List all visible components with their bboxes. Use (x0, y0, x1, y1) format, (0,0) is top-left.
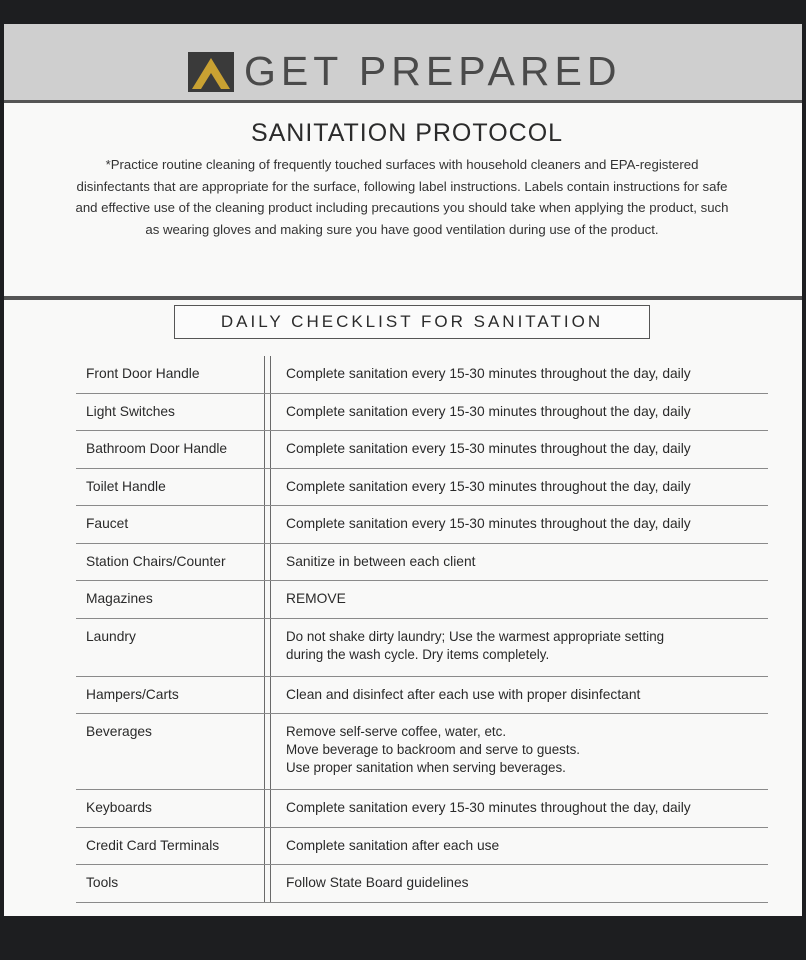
column-separator (264, 828, 271, 865)
instruction-line: Complete sanitation every 15-30 minutes throughout the day, daily (286, 366, 691, 381)
checklist-item-name: Hampers/Carts (86, 686, 179, 702)
table-row (76, 356, 768, 394)
instruction-line: Sanitize in between each client (286, 553, 476, 569)
instruction-line: Complete sanitation every 15-30 minutes throughout the day, daily (286, 800, 691, 815)
table-row (76, 431, 768, 469)
header-divider (4, 100, 802, 103)
checklist-item-instruction (286, 714, 766, 789)
column-separator (264, 356, 271, 393)
table-row (76, 469, 768, 507)
instruction-line: Complete sanitation every 15-30 minutes throughout the day, daily (286, 478, 691, 494)
table-row (76, 506, 768, 544)
checklist-item-name: Keyboards (86, 800, 152, 815)
column-separator (264, 619, 271, 676)
checklist-item-name: Bathroom Door Handle (86, 441, 228, 456)
instruction-line: Complete sanitation every 15-30 minutes throughout the day, daily (286, 516, 691, 531)
checklist-item-name: Beverages (86, 724, 152, 739)
column-separator (264, 581, 271, 618)
checklist-item-instruction (286, 828, 766, 865)
instruction-line: Follow State Board guidelines (286, 875, 469, 890)
instruction-line: Remove self-serve coffee, water, etc. (286, 724, 507, 739)
checklist-item-instruction (286, 544, 766, 581)
table-row (76, 790, 768, 828)
table-row (76, 828, 768, 866)
column-separator (264, 865, 271, 902)
checklist-item-instruction (286, 581, 766, 618)
checklist-table (76, 356, 768, 903)
gold-triangle-logo-icon (188, 52, 234, 92)
page-title: GET PREPARED (244, 48, 622, 94)
checklist-item-name: Front Door Handle (86, 366, 200, 381)
checklist-item-name: Faucet (86, 516, 129, 531)
checklist-item-instruction (286, 677, 766, 714)
instruction-line: Move beverage to backroom and serve to guests. (286, 742, 581, 757)
document-page (4, 24, 802, 916)
intro-paragraph: *Practice routine cleaning of frequently touched surfaces with household cleaners and EPA-registered disinfectants that are appropriate for the surface, following label instructions. Labels contain instructions for safe and effective use of the cleaning product including precautions you should take when applying the product, such as wearing gloves and making sure you have good ventilation during use of the product. (75, 157, 729, 237)
checklist-item-name: Credit Card Terminals (86, 837, 220, 853)
checklist-title: DAILY CHECKLIST FOR SANITATION (174, 305, 650, 339)
checklist-item-instruction (286, 790, 766, 827)
checklist-item-name: Magazines (86, 591, 153, 606)
instruction-line: Complete sanitation every 15-30 minutes throughout the day, daily (286, 403, 691, 419)
checklist-item-name: Laundry (86, 628, 136, 644)
instruction-line: Complete sanitation after each use (286, 837, 500, 853)
section-divider (4, 296, 802, 300)
column-separator (264, 544, 271, 581)
instruction-line: Clean and disinfect after each use with proper disinfectant (286, 686, 641, 702)
column-separator (264, 714, 271, 789)
instruction-line: REMOVE (286, 591, 346, 606)
checklist-item-name: Toilet Handle (86, 478, 166, 494)
table-row (76, 677, 768, 715)
table-row (76, 619, 768, 677)
section-title: SANITATION PROTOCOL (250, 119, 564, 147)
instruction-line: Use proper sanitation when serving beverages. (286, 760, 566, 775)
instruction-line: Complete sanitation every 15-30 minutes throughout the day, daily (286, 441, 691, 456)
column-separator (264, 790, 271, 827)
table-row (76, 714, 768, 790)
checklist-item-instruction (286, 619, 766, 676)
table-row (76, 581, 768, 619)
table-row (76, 865, 768, 903)
column-separator (264, 394, 271, 431)
checklist-item-name: Tools (86, 875, 119, 890)
table-row (76, 544, 768, 582)
checklist-item-instruction (286, 469, 766, 506)
checklist-item-instruction (286, 506, 766, 543)
instruction-line: Do not shake dirty laundry; Use the warmest appropriate setting (286, 628, 665, 644)
table-row (76, 394, 768, 432)
column-separator (264, 677, 271, 714)
instruction-line: during the wash cycle. Dry items completely. (286, 646, 550, 662)
checklist-item-instruction (286, 431, 766, 468)
column-separator (264, 469, 271, 506)
column-separator (264, 506, 271, 543)
checklist-item-instruction (286, 356, 766, 393)
checklist-item-name: Station Chairs/Counter (86, 553, 226, 569)
header-banner (4, 24, 802, 100)
checklist-item-instruction (286, 865, 766, 902)
checklist-item-name: Light Switches (86, 403, 175, 419)
checklist-item-instruction (286, 394, 766, 431)
column-separator (264, 431, 271, 468)
